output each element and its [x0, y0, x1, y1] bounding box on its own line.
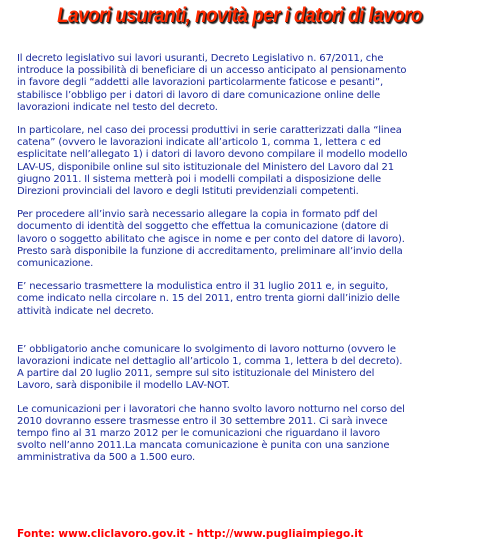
source-footer: Fonte: www.cliclavoro.gov.it - http://www.pugliaimpiego.it — [17, 528, 363, 540]
article-body — [17, 53, 469, 476]
paragraph-lavoro-notturno: E’ obbligatorio anche comunicare lo svolgimento di lavoro notturno (ovvero le lavorazioni indicate nel dettaglio all’articolo 1, comma 1, lettera b del decreto). A partire dal 20 luglio 2011, sempre sul sito istituzionale del Ministero del Lavoro, sarà disponibile il modello LAV-NOT. — [17, 343, 403, 392]
paragraph-linea-catena: In particolare, nel caso dei processi produttivi in serie caratterizzati dalla “linea catena” (ovvero le lavorazioni indicate all’articolo 1, comma 1, lettera c ed esplicitate nell’allegato 1) i datori di lavoro devono compilare il modello modello LAV-US, disponibile online sul sito istituzionale del Ministero del Lavoro dal 21 giugno 2011. Il sistema metterà poi i modelli compilati a disposizione delle Direzioni provinciali del lavoro e degli Istituti previdenziali competenti. — [17, 125, 408, 198]
paragraph-comunicazioni: Le comunicazioni per i lavoratori che hanno svolto lavoro notturno nel corso del 2010 dovranno essere trasmesse entro il 30 settembre 2011. Ci sarà invece tempo fino al 31 marzo 2012 per le comunicazioni che riguardano il lavoro svolto nell’anno 2011.La mancata comunicazione è punita con una sanzione amministrativa da 500 a 1.500 euro. — [17, 403, 405, 464]
paragraph-intro: Il decreto legislativo sui lavori usuranti, Decreto Legislativo n. 67/2011, che introduce la possibilità di beneficiare di un accesso anticipato al pensionamento in favore degli “addetti alle lavorazioni particolarmente faticose e pesanti”, stabilisce l’obbligo per i datori di lavoro di dare comunicazione online delle lavorazioni indicate nel testo del decreto. — [17, 53, 407, 113]
article-title: Lavori usuranti, novità per i datori di lavoro — [57, 4, 422, 27]
paragraph-scadenza: E’ necessario trasmettere la modulistica entro il 31 luglio 2011 e, in seguito, come indicato nella circolare n. 15 del 2011, entro trenta giorni dall’inizio delle attività indicate nel decreto. — [17, 281, 400, 317]
paragraph-invio: Per procedere all’invio sarà necessario allegare la copia in formato pdf del documento di identità del soggetto che effettua la comunicazione (datore di lavoro o soggetto abilitato che agisce in nome e per conto del datore di lavoro). Presto sarà disponibile la funzione di accreditamento, preliminare all’invio della comunicazione. — [17, 209, 405, 270]
